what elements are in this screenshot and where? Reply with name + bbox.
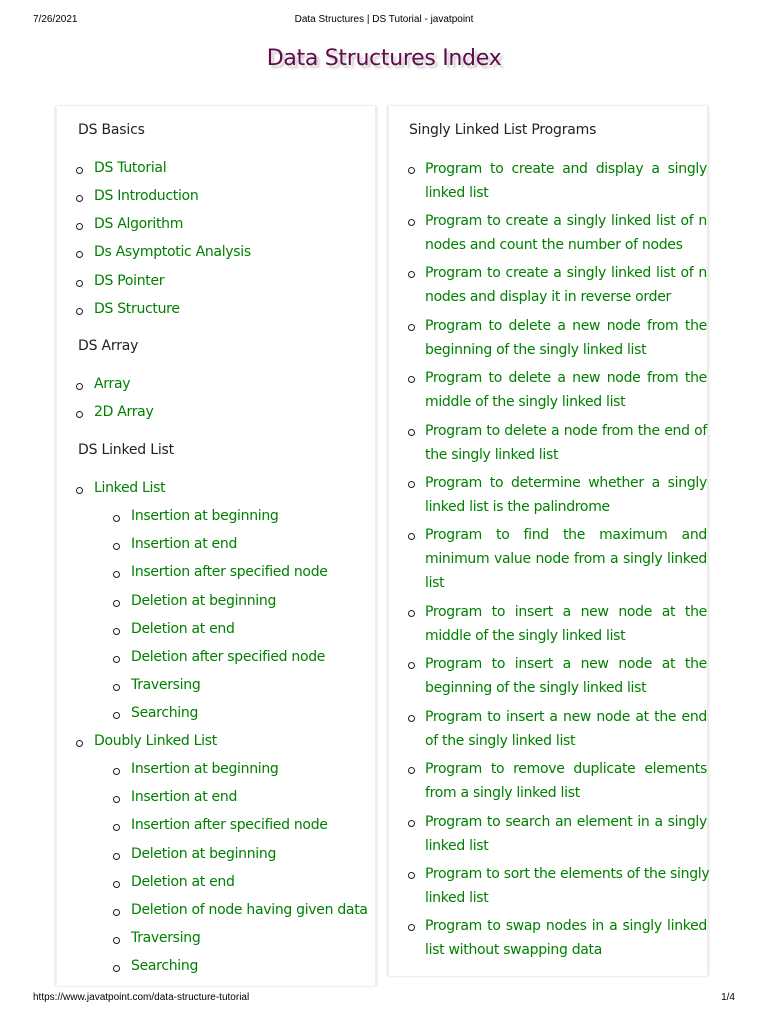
link-dll-insertion-at-beginning[interactable]: Insertion at beginning: [131, 761, 279, 777]
bullet-icon: [113, 684, 120, 691]
program-line: minimum value node from a singly linked: [425, 551, 707, 567]
bullet-icon: [113, 768, 120, 775]
bullet-icon: [113, 881, 120, 888]
link-ds-introduction[interactable]: DS Introduction: [94, 188, 199, 204]
program-line: linked list: [425, 185, 489, 201]
bullet-icon: [408, 271, 415, 278]
link-dll-deletion-at-end[interactable]: Deletion at end: [131, 874, 235, 890]
bullet-icon: [76, 167, 83, 174]
bullet-icon: [76, 411, 83, 418]
program-line: nodes and display it in reverse order: [425, 289, 671, 305]
link-program-count-nodes[interactable]: [425, 209, 707, 257]
program-line: Program to insert a new node at the end: [425, 709, 707, 725]
link-program-create-display[interactable]: [425, 157, 707, 205]
link-sll-insertion-after-node[interactable]: Insertion after specified node: [131, 564, 328, 580]
link-doubly-linked-list[interactable]: Doubly Linked List: [94, 733, 217, 749]
program-line: Program to remove duplicate elements: [425, 761, 707, 777]
bullet-icon: [76, 280, 83, 287]
bullet-icon: [113, 824, 120, 831]
program-line: Program to create a singly linked list of n: [425, 213, 707, 229]
bullet-icon: [113, 965, 120, 972]
link-sll-deletion-at-beginning[interactable]: Deletion at beginning: [131, 593, 277, 609]
link-sll-searching[interactable]: Searching: [131, 705, 199, 721]
program-line: Program to swap nodes in a singly linked: [425, 918, 707, 934]
link-program-delete-end[interactable]: [425, 419, 707, 467]
link-program-delete-beginning[interactable]: [425, 314, 707, 362]
bullet-icon: [113, 937, 120, 944]
link-dll-deletion-at-beginning[interactable]: Deletion at beginning: [131, 846, 277, 862]
link-dll-traversing[interactable]: Traversing: [131, 930, 201, 946]
link-sll-insertion-at-beginning[interactable]: Insertion at beginning: [131, 508, 279, 524]
program-line: Program to search an element in a singly: [425, 814, 707, 830]
program-line: linked list: [425, 838, 489, 854]
program-line: the singly linked list: [425, 447, 559, 463]
bullet-icon: [408, 872, 415, 879]
bullet-icon: [113, 600, 120, 607]
link-program-sort-elements[interactable]: [425, 862, 710, 910]
bullet-icon: [76, 195, 83, 202]
program-line: list without swapping data: [425, 942, 603, 958]
print-doc-title: Data Structures | DS Tutorial - javatpoint: [294, 14, 474, 25]
section-heading-ds-array: DS Array: [78, 338, 139, 354]
bullet-icon: [76, 223, 83, 230]
link-dll-searching[interactable]: Searching: [131, 958, 199, 974]
bullet-icon: [76, 740, 83, 747]
bullet-icon: [113, 796, 120, 803]
link-sll-deletion-after-node[interactable]: Deletion after specified node: [131, 649, 326, 665]
link-program-insert-end[interactable]: [425, 705, 707, 753]
program-line: Program to create a singly linked list of n: [425, 265, 707, 281]
bullet-icon: [76, 251, 83, 258]
print-header: [0, 14, 768, 30]
print-footer: [0, 992, 768, 1008]
program-line: Program to delete a node from the end of: [425, 423, 707, 439]
section-heading-ds-linked-list: DS Linked List: [78, 442, 174, 458]
link-program-remove-duplicates[interactable]: [425, 757, 707, 805]
bullet-icon: [76, 487, 83, 494]
bullet-icon: [408, 610, 415, 617]
section-heading-sll-programs: Singly Linked List Programs: [409, 122, 597, 138]
bullet-icon: [408, 820, 415, 827]
right-programs-column: [388, 106, 708, 976]
bullet-icon: [76, 308, 83, 315]
bullet-icon: [113, 571, 120, 578]
program-line: middle of the singly linked list: [425, 628, 626, 644]
bullet-icon: [113, 656, 120, 663]
link-ds-pointer[interactable]: DS Pointer: [94, 273, 165, 289]
link-program-reverse-order[interactable]: [425, 261, 707, 309]
bullet-icon: [113, 515, 120, 522]
link-ds-asymptotic-analysis[interactable]: Ds Asymptotic Analysis: [94, 244, 251, 260]
bullet-icon: [113, 909, 120, 916]
bullet-icon: [408, 715, 415, 722]
section-heading-ds-basics: DS Basics: [78, 122, 145, 138]
bullet-icon: [408, 219, 415, 226]
link-program-max-min[interactable]: [425, 523, 707, 595]
bullet-icon: [113, 712, 120, 719]
bullet-icon: [408, 481, 415, 488]
program-line: linked list: [425, 890, 489, 906]
link-ds-structure[interactable]: DS Structure: [94, 301, 180, 317]
link-2d-array[interactable]: 2D Array: [94, 404, 154, 420]
program-line: Program to delete a new node from the: [425, 370, 707, 386]
bullet-icon: [408, 767, 415, 774]
page-title: Data Structures Index: [266, 46, 502, 71]
program-line: from a singly linked list: [425, 785, 580, 801]
program-line: Program to insert a new node at the: [425, 604, 707, 620]
link-program-delete-middle[interactable]: [425, 366, 707, 414]
bullet-icon: [408, 429, 415, 436]
program-line: list: [425, 575, 445, 591]
program-line: nodes and count the number of nodes: [425, 237, 683, 253]
print-url: https://www.javatpoint.com/data-structure-tutorial: [33, 992, 250, 1003]
link-dll-insertion-at-end[interactable]: Insertion at end: [131, 789, 238, 805]
link-dll-insertion-after-node[interactable]: Insertion after specified node: [131, 817, 328, 833]
bullet-icon: [113, 543, 120, 550]
link-sll-traversing[interactable]: Traversing: [131, 677, 201, 693]
program-line: of the singly linked list: [425, 733, 576, 749]
program-line: Program to determine whether a singly: [425, 475, 707, 491]
program-line: Program to find the maximum and: [425, 527, 707, 543]
program-line: Program to insert a new node at the: [425, 656, 707, 672]
link-program-palindrome[interactable]: [425, 471, 707, 519]
bullet-icon: [113, 628, 120, 635]
link-program-swap-nodes[interactable]: [425, 914, 707, 962]
print-page-number: 1/4: [721, 992, 735, 1003]
link-program-insert-middle[interactable]: [425, 600, 707, 648]
left-index-column: [56, 106, 376, 986]
program-line: beginning of the singly linked list: [425, 680, 647, 696]
link-dll-deletion-given-data[interactable]: Deletion of node having given data: [131, 902, 368, 918]
link-program-search-element[interactable]: [425, 810, 707, 858]
program-line: Program to delete a new node from the: [425, 318, 707, 334]
link-sll-deletion-at-end[interactable]: Deletion at end: [131, 621, 235, 637]
program-line: middle of the singly linked list: [425, 394, 626, 410]
program-line: Program to create and display a singly: [425, 161, 707, 177]
bullet-icon: [408, 662, 415, 669]
program-line: linked list is the palindrome: [425, 499, 610, 515]
bullet-icon: [408, 924, 415, 931]
bullet-icon: [408, 167, 415, 174]
link-program-insert-beginning[interactable]: [425, 652, 707, 700]
link-linked-list[interactable]: Linked List: [94, 480, 166, 496]
link-sll-insertion-at-end[interactable]: Insertion at end: [131, 536, 238, 552]
bullet-icon: [408, 533, 415, 540]
link-ds-tutorial[interactable]: DS Tutorial: [94, 160, 167, 176]
program-line: beginning of the singly linked list: [425, 342, 647, 358]
bullet-icon: [408, 324, 415, 331]
bullet-icon: [113, 853, 120, 860]
link-ds-algorithm[interactable]: DS Algorithm: [94, 216, 184, 232]
print-date: 7/26/2021: [33, 14, 78, 25]
bullet-icon: [408, 376, 415, 383]
program-line: Program to sort the elements of the singly: [425, 866, 710, 882]
link-array[interactable]: Array: [94, 376, 131, 392]
bullet-icon: [76, 383, 83, 390]
